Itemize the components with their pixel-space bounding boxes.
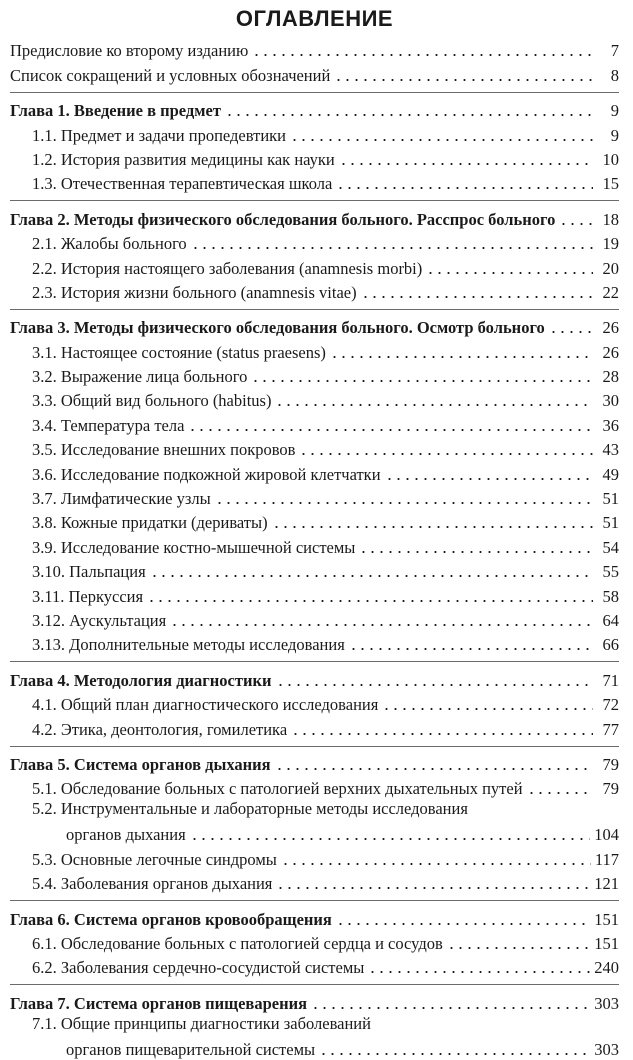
section-title: Дополнительные методы исследования (69, 635, 345, 655)
chapter-divider (10, 309, 619, 310)
page-number: 10 (602, 149, 619, 169)
section-number: 5.4. (32, 874, 61, 894)
chapter-title: Глава 3. Методы физического обследования больного. Осмотр больного (10, 318, 545, 338)
page-number: 18 (602, 209, 619, 229)
dot-leader (275, 404, 593, 406)
table-of-contents (10, 37, 619, 1060)
section-number: 5.1. (32, 779, 61, 799)
section-entry[interactable] (10, 146, 619, 170)
toc-entry[interactable] (10, 37, 619, 61)
section-number: 3.7. (32, 489, 61, 509)
section-number: 3.1. (32, 342, 61, 362)
chapter-divider (10, 92, 619, 93)
section-entry[interactable] (10, 954, 619, 978)
section-number: 4.2. (32, 719, 61, 739)
chapter-title: Глава 7. Система органов пищеварения (10, 993, 308, 1013)
section-entry[interactable] (10, 715, 619, 739)
section-title: Лимфатические узлы (60, 489, 211, 509)
page-number: 26 (602, 342, 619, 362)
chapter-entry[interactable] (10, 314, 619, 338)
dot-leader (299, 453, 593, 455)
page-number: 9 (610, 125, 619, 145)
page-number: 54 (602, 537, 619, 557)
chapter-divider (10, 661, 619, 662)
chapter-divider (10, 900, 619, 901)
page-number: 9 (610, 101, 619, 121)
dot-leader (385, 478, 593, 480)
section-number: 3.2. (32, 367, 61, 387)
section-title: Заболевания сердечно-сосудистой системы (60, 958, 365, 978)
section-entry[interactable] (10, 1014, 619, 1060)
section-entry[interactable] (10, 845, 619, 869)
section-line-1 (32, 1014, 619, 1036)
page-number: 151 (594, 933, 619, 953)
page-number: 303 (594, 1039, 619, 1059)
section-title: Инструментальные и лабораторные методы исследования (60, 799, 468, 819)
section-line-2 (32, 1036, 619, 1060)
section-entry[interactable] (10, 460, 619, 484)
section-entry[interactable] (10, 387, 619, 411)
section-title: Исследование костно-мышечной системы (60, 537, 356, 557)
page-number: 55 (602, 562, 619, 582)
page-title: ОГЛАВЛЕНИЕ (235, 6, 394, 31)
section-title: Пальпация (69, 562, 146, 582)
dot-leader (336, 187, 593, 189)
dot-leader (275, 768, 593, 770)
page-number: 19 (602, 234, 619, 254)
section-number: 2.3. (32, 282, 61, 302)
page-number: 121 (594, 874, 619, 894)
section-entry[interactable] (10, 870, 619, 894)
chapter-entry[interactable] (10, 205, 619, 229)
section-title: Этика, деонтология, гомилетика (60, 719, 288, 739)
section-title: Основные легочные синдромы (60, 849, 277, 869)
section-number: 2.1. (32, 234, 61, 254)
section-number: 3.5. (32, 440, 61, 460)
section-title: Исследование внешних покровов (60, 440, 296, 460)
dot-leader (426, 272, 593, 274)
dot-leader (527, 792, 593, 794)
section-title-cont: органов пищеварительной системы (66, 1039, 316, 1059)
page-number: 30 (602, 391, 619, 411)
section-entry[interactable] (10, 170, 619, 194)
chapter-title: Глава 2. Методы физического обследования больного. Расспрос больного (10, 209, 556, 229)
chapter-divider (10, 984, 619, 985)
section-entry[interactable] (10, 509, 619, 533)
section-number: 6.2. (32, 958, 61, 978)
chapter-title: Глава 1. Введение в предмет (10, 101, 221, 121)
dot-leader (319, 1053, 590, 1055)
section-entry[interactable] (10, 607, 619, 631)
section-entry[interactable] (10, 436, 619, 460)
section-number: 7.1. (32, 1013, 61, 1033)
dot-leader (252, 54, 593, 56)
section-title: История развития медицины как науки (60, 149, 335, 169)
section-entry[interactable] (10, 533, 619, 557)
section-entry[interactable] (10, 411, 619, 435)
section-line-1 (32, 799, 619, 821)
page-number: 26 (602, 318, 619, 338)
section-number: 3.9. (32, 537, 61, 557)
chapter-entry[interactable] (10, 989, 619, 1013)
section-number: 3.12. (32, 610, 70, 630)
section-title: История жизни больного (anamnesis vitae) (60, 282, 357, 302)
page-number: 64 (602, 610, 619, 630)
chapter-divider (10, 746, 619, 747)
section-entry[interactable] (10, 121, 619, 145)
section-title: Обследование больных с патологией верхних дыхательных путей (60, 779, 523, 799)
page-number: 49 (602, 464, 619, 484)
section-number: 5.2. (32, 799, 61, 819)
page-number: 303 (594, 993, 619, 1013)
section-title: Отечественная терапевтическая школа (60, 174, 333, 194)
section-entry[interactable] (10, 930, 619, 954)
dot-leader (225, 114, 593, 116)
section-title: Аускультация (69, 610, 167, 630)
page-number: 72 (602, 695, 619, 715)
section-entry[interactable] (10, 230, 619, 254)
chapter-divider (10, 200, 619, 201)
dot-leader (339, 163, 593, 165)
dot-leader (368, 971, 590, 973)
section-entry[interactable] (10, 485, 619, 509)
section-number: 3.11. (32, 586, 69, 606)
dot-leader (336, 923, 590, 925)
section-number: 3.6. (32, 464, 61, 484)
page-number: 22 (602, 282, 619, 302)
section-number: 3.8. (32, 513, 61, 533)
section-number: 3.10. (32, 562, 70, 582)
dot-leader (559, 223, 593, 225)
page-number: 77 (602, 719, 619, 739)
chapter-title: Глава 6. Система органов кровообращения (10, 909, 332, 929)
section-title: Общий вид больного (habitus) (60, 391, 272, 411)
chapter-title: Глава 4. Методология диагностики (10, 670, 272, 690)
section-title: Температура тела (60, 415, 185, 435)
section-number: 3.4. (32, 415, 61, 435)
section-entry[interactable] (10, 799, 619, 845)
chapter-entry[interactable] (10, 97, 619, 121)
section-number: 2.2. (32, 258, 61, 278)
page-number: 36 (602, 415, 619, 435)
chapter-entry[interactable] (10, 666, 619, 690)
dot-leader (334, 79, 593, 81)
section-number: 6.1. (32, 933, 61, 953)
section-title-cont: органов дыхания (66, 825, 186, 845)
section-title: Обследование больных с патологией сердца и сосудов (60, 933, 443, 953)
dot-leader (251, 380, 593, 382)
section-title: Заболевания органов дыхания (60, 874, 273, 894)
dot-leader (311, 1007, 590, 1009)
dot-leader (276, 684, 593, 686)
dot-leader (190, 838, 591, 840)
section-number: 1.1. (32, 125, 61, 145)
page-number: 7 (610, 41, 619, 61)
page-number: 151 (594, 909, 619, 929)
dot-leader (290, 139, 593, 141)
dot-leader (349, 648, 593, 650)
section-title: Общие принципы диагностики заболеваний (60, 1013, 371, 1033)
section-number: 3.13. (32, 635, 70, 655)
section-title: Жалобы больного (60, 234, 187, 254)
page-number: 51 (602, 489, 619, 509)
toc-entry[interactable] (10, 61, 619, 85)
section-title: Общий план диагностического исследования (60, 695, 379, 715)
page-number: 8 (610, 65, 619, 85)
dot-leader (361, 296, 593, 298)
dot-leader (281, 863, 591, 865)
page-number: 240 (594, 958, 619, 978)
page-number: 79 (602, 779, 619, 799)
section-title: Настоящее состояние (status praesens) (60, 342, 326, 362)
dot-leader (272, 526, 593, 528)
section-entry[interactable] (10, 691, 619, 715)
section-title: Перкуссия (68, 586, 144, 606)
page-number: 66 (602, 635, 619, 655)
section-number: 4.1. (32, 695, 61, 715)
page-number: 104 (594, 825, 619, 845)
section-entry[interactable] (10, 558, 619, 582)
dot-leader (191, 247, 593, 249)
section-title: Исследование подкожной жировой клетчатки (60, 464, 381, 484)
section-title: История настоящего заболевания (anamnesis morbi) (60, 258, 423, 278)
page-number: 79 (602, 754, 619, 774)
dot-leader (549, 331, 593, 333)
dot-leader (147, 600, 593, 602)
dot-leader (447, 947, 590, 949)
dot-leader (170, 624, 593, 626)
page-number: 15 (602, 174, 619, 194)
section-number: 3.3. (32, 391, 61, 411)
page-number: 71 (602, 670, 619, 690)
chapter-entry[interactable] (10, 905, 619, 929)
section-entry[interactable] (10, 775, 619, 799)
dot-leader (359, 551, 593, 553)
page-number: 117 (594, 849, 619, 869)
entry-title: Предисловие ко второму изданию (10, 41, 249, 61)
section-title: Кожные придатки (дериваты) (60, 513, 268, 533)
chapter-entry[interactable] (10, 751, 619, 775)
section-number: 1.2. (32, 149, 61, 169)
page-number: 43 (602, 440, 619, 460)
page-number: 58 (602, 586, 619, 606)
section-title: Предмет и задачи пропедевтики (60, 125, 287, 145)
section-entry[interactable] (10, 338, 619, 362)
section-entry[interactable] (10, 582, 619, 606)
dot-leader (382, 708, 593, 710)
dot-leader (330, 356, 593, 358)
dot-leader (291, 733, 593, 735)
section-title: Выражение лица больного (60, 367, 248, 387)
section-line-2 (32, 821, 619, 845)
entry-title: Список сокращений и условных обозначений (10, 65, 331, 85)
section-entry[interactable] (10, 363, 619, 387)
dot-leader (188, 429, 593, 431)
section-entry[interactable] (10, 631, 619, 655)
section-number: 5.3. (32, 849, 61, 869)
chapter-title: Глава 5. Система органов дыхания (10, 754, 271, 774)
dot-leader (276, 887, 590, 889)
dot-leader (215, 502, 593, 504)
section-entry[interactable] (10, 279, 619, 303)
page-number: 28 (602, 367, 619, 387)
page-number: 51 (602, 513, 619, 533)
dot-leader (150, 575, 593, 577)
section-entry[interactable] (10, 254, 619, 278)
section-number: 1.3. (32, 174, 61, 194)
page-number: 20 (602, 258, 619, 278)
